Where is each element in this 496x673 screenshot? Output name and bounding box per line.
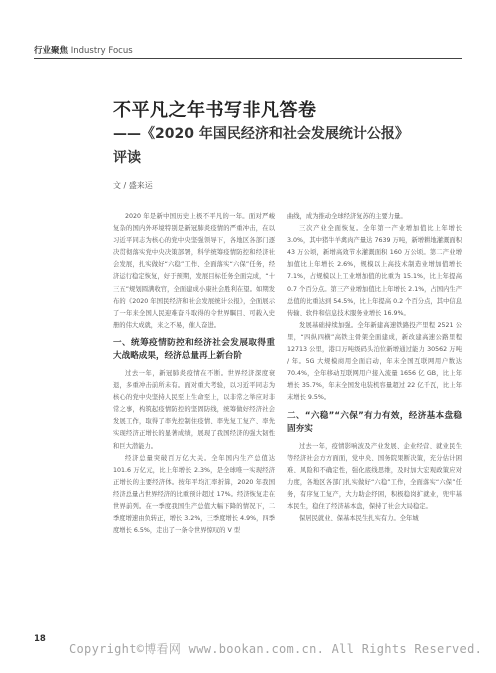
section-name-en: Industry Focus — [70, 46, 133, 56]
article-title: 不平凡之年书写非凡答卷 — [113, 100, 317, 121]
section-name: 行业聚焦 — [34, 46, 69, 56]
article-subtitle-cont: 评读 — [113, 150, 141, 166]
paragraph: 过去一年，疫情影响波及产业发展、企业经营、就业民生等经济社会方方面面，党中央、国务院果断决策，充分估计困难、风险和不确定性，强化底线思维，及时加大宏观政策应对力度，各地区各部门扎实做好“六稳”工作，全面落实“六保”任务，有序复工复产，大力助企纾困，积极稳岗扩就业，兜牢基本民生，稳住了经济基本盘，保持了社会大局稳定。 — [287, 442, 462, 510]
copyright-watermark: Copyright©博看网 www.bookan.com.cn. All Rights Reserved. — [69, 642, 483, 656]
section-heading: 二、“六稳”“六保”有力有效，经济基本盘稳固夯实 — [287, 410, 462, 434]
paragraph: 三次产业全面恢复。全年第一产业增加值比上年增长 3.0%，其中猪牛羊禽肉产量达 7639 万吨，新增耕地灌溉面积 43 万公顷，新增高效节水灌溉面积 160 万公顷。第二产业增加值比上年增长 2.6%，规模以上高技术制造业增加值增长 7.1%，占规模以上工业增加值的比重为 15.1%，比上年提高 0.7 个百分点。第三产业增加值比上年增长 2.1%，占国内生产总值的比重达到 54.5%，比上年提高 0.2 个百分点，其中信息传输、软件和信息技术服务业增长 16.9%。 — [287, 225, 462, 317]
header-divider — [34, 58, 462, 59]
text-column-right — [287, 211, 462, 525]
text-column-left — [113, 211, 275, 537]
paragraph: 过去一年，新冠肺炎疫情在不断。世界经济深度衰退，多重冲击前所未有。面对重大考验，以习近平同志为核心的党中央坚持人民至上生命至上，以非常之举应对非常之事，构筑起疫情防控的坚固防线，统筹做好经济社会发展工作，取得了率先控制住疫情、率先复工复产、率先实现经济正增长的显著成绩，展现了我国经济的强大韧性和巨大潜能力。 — [113, 369, 275, 450]
section-header — [34, 44, 133, 56]
section-heading: 一、统筹疫情防控和经济社会发展取得重大战略成果，经济总量再上新台阶 — [113, 337, 275, 362]
paragraph: 经济总量突破百万亿大关。全年国内生产总值达 101.6 万亿元，比上年增长 2.3%，是全球唯一实现经济正增长的主要经济体。按年平均汇率折算，2020 年我国经济总量占世界经济的比重预计超过 17%。经济恢复走在世界前列。在一季度我国生产总值大幅下降的情况下，二季度增速由负转正，增长 3.2%，三季度增长 4.9%，四季度增长 6.5%，走出了一条令世界惊叹的 V 型 — [113, 454, 275, 535]
paragraph: 曲线，成为推动全球经济复苏的主要力量。 — [287, 213, 407, 220]
page-number: 18 — [34, 634, 46, 644]
article-subtitle: ——《2020 年国民经济和社会发展统计公报》 — [113, 126, 409, 142]
paragraph: 保居民就业、保基本民生扎实有力。全年城 — [299, 515, 419, 523]
article-author: 文 / 盛来运 — [113, 181, 153, 190]
paragraph: 2020 年是新中国历史上极不平凡的一年。面对严峻复杂的国内外环境特别是新冠肺炎疫情的严重冲击，在以习近平同志为核心的党中央坚强领导下，各地区各部门逐决贯彻落实党中央决策部署，科学统筹疫情防控和经济社会发展，扎实做好“六稳”工作、全面落实“六保”任务，经济运行稳定恢复，好于预期，发展目标任务全面完成，“十三五”规划圆满收官，全面建成小康社会胜利在望。如期发布的《2020 年国民经济和社会发展统计公报》，全面展示了一年来全国人民迎难奋斗取得的令世界瞩目、可载入史册的伟大成就，来之不易，催人奋进。 — [113, 213, 275, 329]
paragraph: 发展基础持续加强。全年新建高速铁路投产里程 2521 公里，“四纵四横”高铁主骨架全面建成，新改建高速公路里程 12713 公里，港口万吨级码头泊位新增通过能力 30562 万吨 / 年。5G 大规模商用全面启动，年末全国互联网用户数达 70.4%，全年移动互联网用户接入流量 1656 亿 GB，比上年增长 35.7%，年末全国发电装机容量超过 22 亿千瓦，比上年末增长 9.5%。 — [287, 321, 462, 402]
